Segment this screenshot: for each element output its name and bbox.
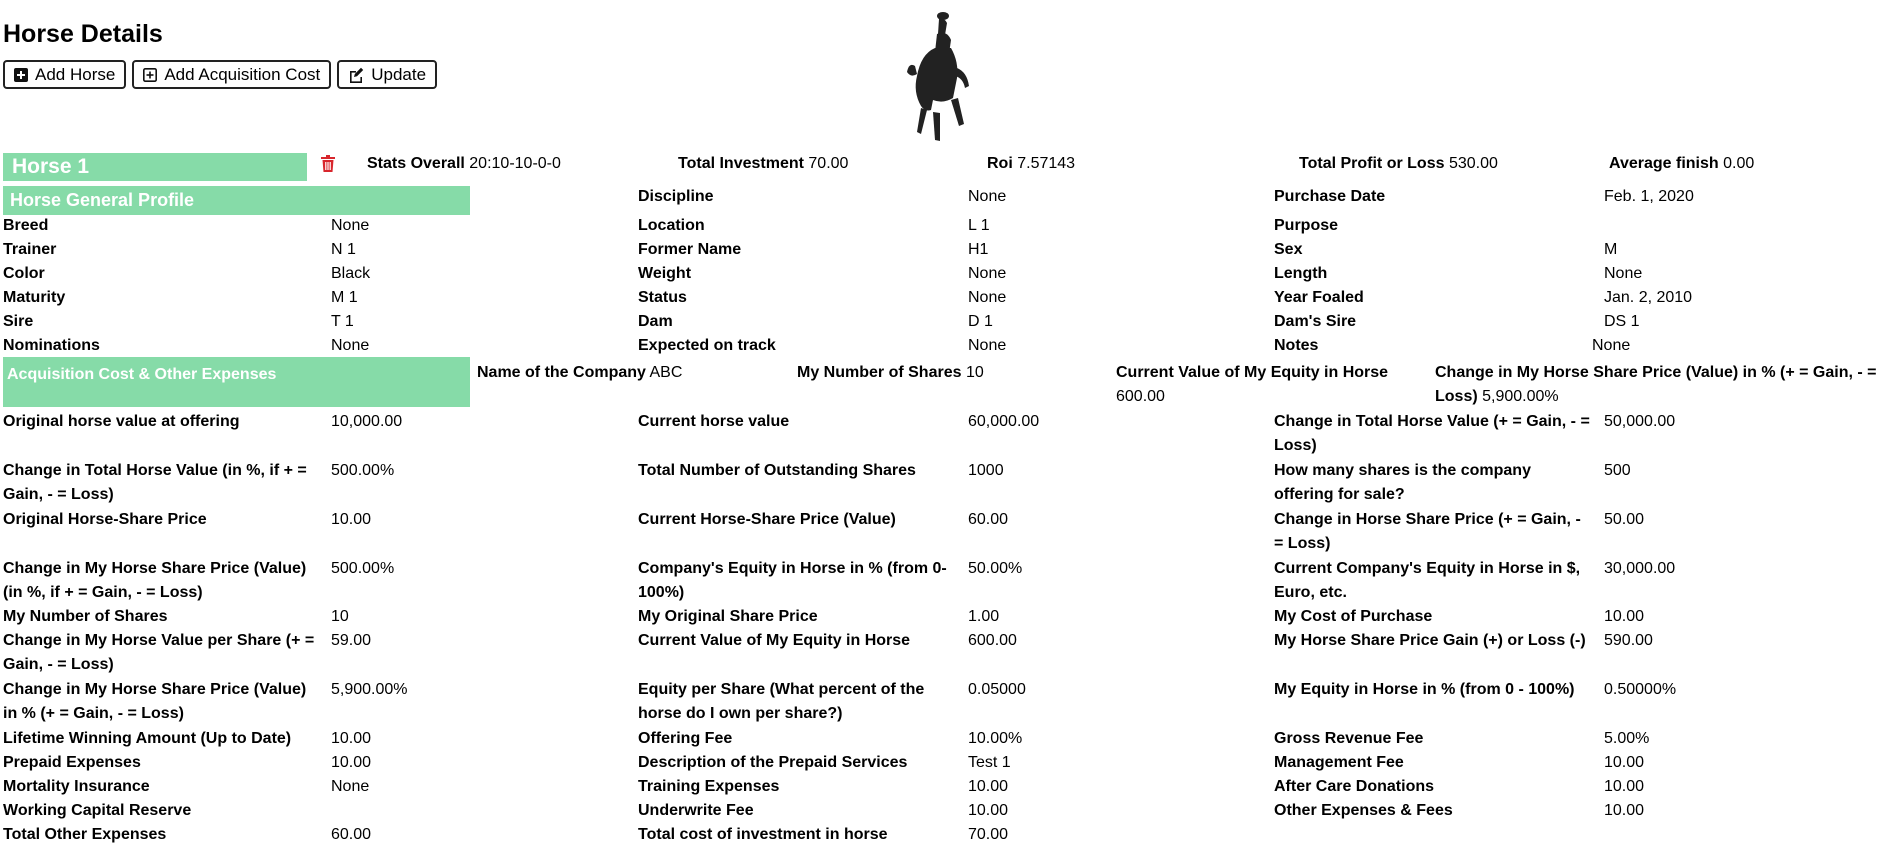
total-investment-label: Total Investment [678,155,804,172]
page-title: Horse Details [3,20,163,48]
purchase-date-label: Purchase Date [1274,188,1386,205]
current-share-price-value: 60.00 [968,511,1009,528]
current-horse-value-label: Current horse value [638,413,790,430]
gross-revenue-fee-label: Gross Revenue Fee [1274,730,1424,747]
expected-on-track-value: None [968,337,1007,354]
change-total-horse-value-pct-value: 500.00% [331,462,395,479]
nominations-value: None [331,337,370,354]
header-equity [1116,361,1436,409]
former-name-label: Former Name [638,241,742,258]
location-label: Location [638,217,705,234]
discipline-value: None [968,188,1007,205]
my-number-of-shares-label: My Number of Shares [3,608,168,625]
discipline-label: Discipline [638,188,714,205]
mortality-insurance-value: None [331,778,370,795]
original-horse-value-value: 10,000.00 [331,413,403,430]
company-equity-pct-value: 50.00% [968,560,1023,577]
current-share-price-label: Current Horse-Share Price (Value) [638,511,896,528]
color-label: Color [3,265,45,282]
shares-offered-label: How many shares is the company offering for sale? [1274,462,1531,503]
underwrite-fee-value: 10.00 [968,802,1009,819]
other-expenses-fees-label: Other Expenses & Fees [1274,802,1453,819]
company-name-value: ABC [649,364,683,381]
stats-overall-value: 20:10-10-0-0 [469,155,561,172]
sex-label: Sex [1274,241,1303,258]
total-profit-loss-value: 530.00 [1448,155,1498,172]
original-share-price-label: Original Horse-Share Price [3,511,207,528]
stats-overall [367,155,561,173]
company-name-label: Name of the Company [477,364,646,381]
outstanding-shares-label: Total Number of Outstanding Shares [638,462,916,479]
mortality-insurance-label: Mortality Insurance [3,778,150,795]
header-my-shares-value: 10 [965,364,984,381]
roi-value: 7.57143 [1017,155,1076,172]
offering-fee-value: 10.00% [968,730,1023,747]
former-name-value: H1 [968,241,989,258]
update-button[interactable] [337,60,437,89]
maturity-label: Maturity [3,289,66,306]
plus-square-outline-icon [143,68,157,82]
length-label: Length [1274,265,1328,282]
year-foaled-value: Jan. 2, 2010 [1604,289,1693,306]
plus-square-icon [14,68,28,82]
change-total-horse-value-pct-label: Change in Total Horse Value (in %, if + = Gain, - = Loss) [3,462,307,503]
nominations-label: Nominations [3,337,100,354]
status-value: None [968,289,1007,306]
change-horse-share-price-value: 50.00 [1604,511,1645,528]
working-capital-label: Working Capital Reserve [3,802,192,819]
total-cost-investment-label: Total cost of investment in horse [638,826,888,843]
original-horse-value-label: Original horse value at offering [3,413,240,430]
purchase-date-value: Feb. 1, 2020 [1604,188,1694,205]
my-cost-of-purchase-value: 10.00 [1604,608,1645,625]
header-my-shares [797,361,984,385]
company-equity-pct-label: Company's Equity in Horse in % (from 0-100%) [638,560,947,601]
change-value-per-share-value: 59.00 [331,632,372,649]
company-name [477,361,682,385]
toolbar [3,60,437,89]
share-price-gain-loss-value: 590.00 [1604,632,1653,649]
notes-value: None [1592,337,1631,354]
management-fee-value: 10.00 [1604,754,1645,771]
after-care-donations-label: After Care Donations [1274,778,1435,795]
header-equity-label: Current Value of My Equity in Horse [1116,364,1389,381]
header-share-change-label: Change in My Horse Share Price (Value) in % (+ = Gain, - = Loss) [1435,364,1877,405]
my-original-share-price-label: My Original Share Price [638,608,818,625]
acquisition-header: Acquisition Cost & Other Expenses [3,357,470,407]
average-finish-label: Average finish [1609,155,1719,172]
dam-label: Dam [638,313,673,330]
sex-value: M [1604,241,1618,258]
change-my-share-price-pct-label: Change in My Horse Share Price (Value) (in %, if + = Gain, - = Loss) [3,560,307,601]
maturity-value: M 1 [331,289,358,306]
equity-per-share-label: Equity per Share (What percent of the horse do I own per share?) [638,681,925,722]
lifetime-winning-label: Lifetime Winning Amount (Up to Date) [3,730,292,747]
trash-icon[interactable] [321,155,335,172]
prepaid-expenses-label: Prepaid Expenses [3,754,141,771]
color-value: Black [331,265,371,282]
change-value-per-share-label: Change in My Horse Value per Share (+ = Gain, - = Loss) [3,632,315,673]
offering-fee-label: Offering Fee [638,730,733,747]
average-finish [1609,155,1754,173]
location-value: L 1 [968,217,990,234]
dam-value: D 1 [968,313,993,330]
my-number-of-shares-value: 10 [331,608,349,625]
sire-value: T 1 [331,313,354,330]
weight-value: None [968,265,1007,282]
company-equity-amount-value: 30,000.00 [1604,560,1676,577]
my-original-share-price-value: 1.00 [968,608,1000,625]
current-value-my-equity-value: 600.00 [968,632,1017,649]
update-label: Update [371,64,427,84]
breed-value: None [331,217,370,234]
management-fee-label: Management Fee [1274,754,1404,771]
breed-label: Breed [3,217,49,234]
stats-overall-label: Stats Overall [367,155,465,172]
add-horse-button[interactable] [3,60,126,89]
header-my-shares-label: My Number of Shares [797,364,962,381]
weight-label: Weight [638,265,692,282]
total-profit-loss [1299,155,1498,173]
prepaid-services-description-label: Description of the Prepaid Services [638,754,908,771]
change-my-share-price-value: 5,900.00% [331,681,408,698]
length-value: None [1604,265,1643,282]
prepaid-expenses-value: 10.00 [331,754,372,771]
notes-label: Notes [1274,337,1319,354]
current-horse-value-value: 60,000.00 [968,413,1040,430]
add-acquisition-cost-label: Add Acquisition Cost [164,64,321,84]
change-my-share-price-label: Change in My Horse Share Price (Value) in % (+ = Gain, - = Loss) [3,681,307,722]
total-cost-investment-value: 70.00 [968,826,1009,843]
after-care-donations-value: 10.00 [1604,778,1645,795]
add-acquisition-cost-button[interactable] [132,60,331,89]
trainer-label: Trainer [3,241,57,258]
change-my-share-price-pct-value: 500.00% [331,560,395,577]
dams-sire-label: Dam's Sire [1274,313,1357,330]
my-cost-of-purchase-label: My Cost of Purchase [1274,608,1433,625]
edit-icon [348,67,364,83]
prepaid-services-description-value: Test 1 [968,754,1011,771]
status-label: Status [638,289,687,306]
sire-label: Sire [3,313,34,330]
other-expenses-fees-value: 10.00 [1604,802,1645,819]
change-horse-share-price-label: Change in Horse Share Price (+ = Gain, - = Loss) [1274,511,1581,552]
my-equity-pct-value: 0.50000% [1604,681,1677,698]
header-equity-value: 600.00 [1116,388,1165,405]
total-investment-value: 70.00 [808,155,849,172]
training-expenses-label: Training Expenses [638,778,780,795]
total-other-expenses-label: Total Other Expenses [3,826,167,843]
header-share-change [1435,361,1887,409]
horse-name-bar: Horse 1 [3,153,307,181]
underwrite-fee-label: Underwrite Fee [638,802,754,819]
company-equity-amount-label: Current Company's Equity in Horse in $, Euro, etc. [1274,560,1581,601]
shares-offered-value: 500 [1604,462,1631,479]
year-foaled-label: Year Foaled [1274,289,1364,306]
lifetime-winning-value: 10.00 [331,730,372,747]
add-horse-label: Add Horse [35,64,116,84]
total-other-expenses-value: 60.00 [331,826,372,843]
horse-rider-logo [905,8,973,148]
total-investment [678,155,848,173]
change-total-horse-value-label: Change in Total Horse Value (+ = Gain, - = Loss) [1274,413,1590,454]
trainer-value: N 1 [331,241,356,258]
header-share-change-value: 5,900.00% [1482,388,1559,405]
current-value-my-equity-label: Current Value of My Equity in Horse [638,632,911,649]
outstanding-shares-value: 1000 [968,462,1004,479]
roi-label: Roi [987,155,1013,172]
total-profit-loss-label: Total Profit or Loss [1299,155,1445,172]
my-equity-pct-label: My Equity in Horse in % (from 0 - 100%) [1274,681,1575,698]
general-profile-header: Horse General Profile [3,186,470,215]
purpose-label: Purpose [1274,217,1339,234]
equity-per-share-value: 0.05000 [968,681,1026,698]
roi [987,155,1075,173]
average-finish-value: 0.00 [1723,155,1755,172]
dams-sire-value: DS 1 [1604,313,1640,330]
share-price-gain-loss-label: My Horse Share Price Gain (+) or Loss (-) [1274,632,1586,649]
expected-on-track-label: Expected on track [638,337,776,354]
training-expenses-value: 10.00 [968,778,1009,795]
original-share-price-value: 10.00 [331,511,372,528]
gross-revenue-fee-value: 5.00% [1604,730,1650,747]
change-total-horse-value-value: 50,000.00 [1604,413,1676,430]
